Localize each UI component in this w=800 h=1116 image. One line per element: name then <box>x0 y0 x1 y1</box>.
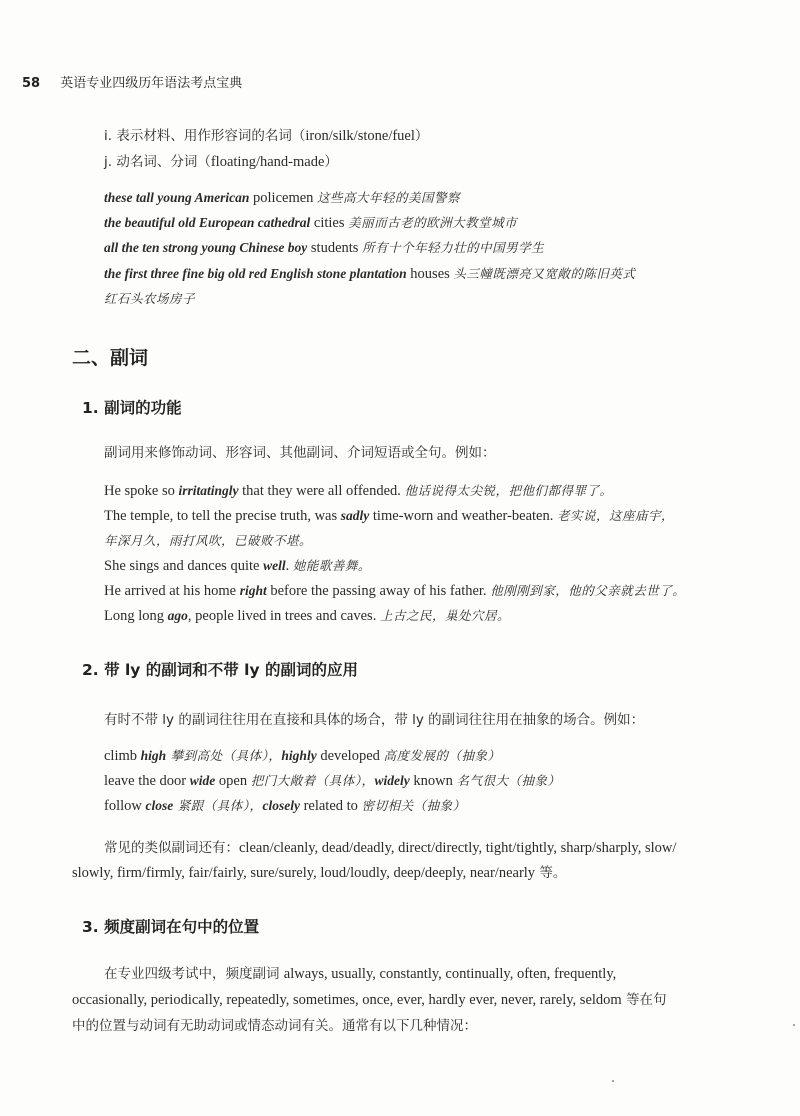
example-line: Long long ago, people lived in trees and caves. 上古之民，巢处穴居。 <box>104 608 510 624</box>
example-line: the first three fine big old red English stone plantation houses 头三幢既漂亮又宽敞的陈旧英式 <box>104 266 636 282</box>
subsection-title: 2. 带 ly 的副词和不带 ly 的副词的应用 <box>82 661 358 679</box>
list-item: j. 动名词、分词（floating/hand-made） <box>104 154 338 170</box>
subsection-title: 3. 频度副词在句中的位置 <box>82 918 260 936</box>
example-line-continued: 红石头农场房子 <box>104 291 196 306</box>
example-line: The temple, to tell the precise truth, was sadly time-worn and weather-beaten. 老实说，这座庙宇， <box>104 508 675 524</box>
example-line: all the ten strong young Chinese boy students 所有十个年轻力壮的中国男学生 <box>104 240 545 256</box>
example-line: She sings and dances quite well. 她能歌善舞。 <box>104 558 371 574</box>
example-line: He arrived at his home right before the passing away of his father. 他刚刚到家，他的父亲就去世了。 <box>104 583 686 599</box>
paragraph-continued: slowly, firm/firmly, fair/fairly, sure/surely, loud/loudly, deep/deeply, near/nearly 等。 <box>72 865 567 881</box>
page-number: 58 <box>22 76 41 91</box>
paragraph-continued: 中的位置与动词有无助动词或情态动词有关。通常有以下几种情况： <box>72 1018 477 1034</box>
list-item: i. 表示材料、用作形容词的名词（iron/silk/stone/fuel） <box>104 128 429 144</box>
example-line: follow close 紧跟（具体），closely related to 密切相关（抽象） <box>104 798 466 814</box>
scan-speck <box>612 1080 614 1082</box>
paragraph-continued: occasionally, periodically, repeatedly, sometimes, once, ever, hardly ever, never, rarely, seldom 等在句 <box>72 992 667 1008</box>
paragraph: 在专业四级考试中，频度副词 always, usually, constantly, continually, often, frequently, <box>104 966 617 982</box>
example-line: leave the door wide open 把门大敞着（具体），widely known 名气很大（抽象） <box>104 773 561 789</box>
example-line: these tall young American policemen 这些高大年轻的美国警察 <box>104 190 461 206</box>
book-title: 英语专业四级历年语法考点宝典 <box>60 76 243 91</box>
example-line: He spoke so irritatingly that they were all offended. 他话说得太尖锐，把他们都得罪了。 <box>104 483 613 499</box>
section-title: 二、副词 <box>72 347 149 369</box>
paragraph: 副词用来修饰动词、形容词、其他副词、介词短语或全句。例如： <box>104 445 496 461</box>
subsection-title: 1. 副词的功能 <box>82 399 182 417</box>
paragraph: 常见的类似副词还有：clean/cleanly, dead/deadly, direct/directly, tight/tightly, sharp/sharply, slow/ <box>104 840 677 856</box>
example-line: the beautiful old European cathedral cities 美丽而古老的欧洲大教堂城市 <box>104 215 518 231</box>
scan-speck <box>793 1024 795 1026</box>
page-header <box>22 72 242 91</box>
example-line-continued: 年深月久，雨打风吹，已破败不堪。 <box>104 533 313 548</box>
example-line: climb high 攀到高处（具体），highly developed 高度发展的（抽象） <box>104 748 501 764</box>
paragraph: 有时不带 ly 的副词往往用在直接和具体的场合，带 ly 的副词往往用在抽象的场合。例如： <box>104 712 645 728</box>
